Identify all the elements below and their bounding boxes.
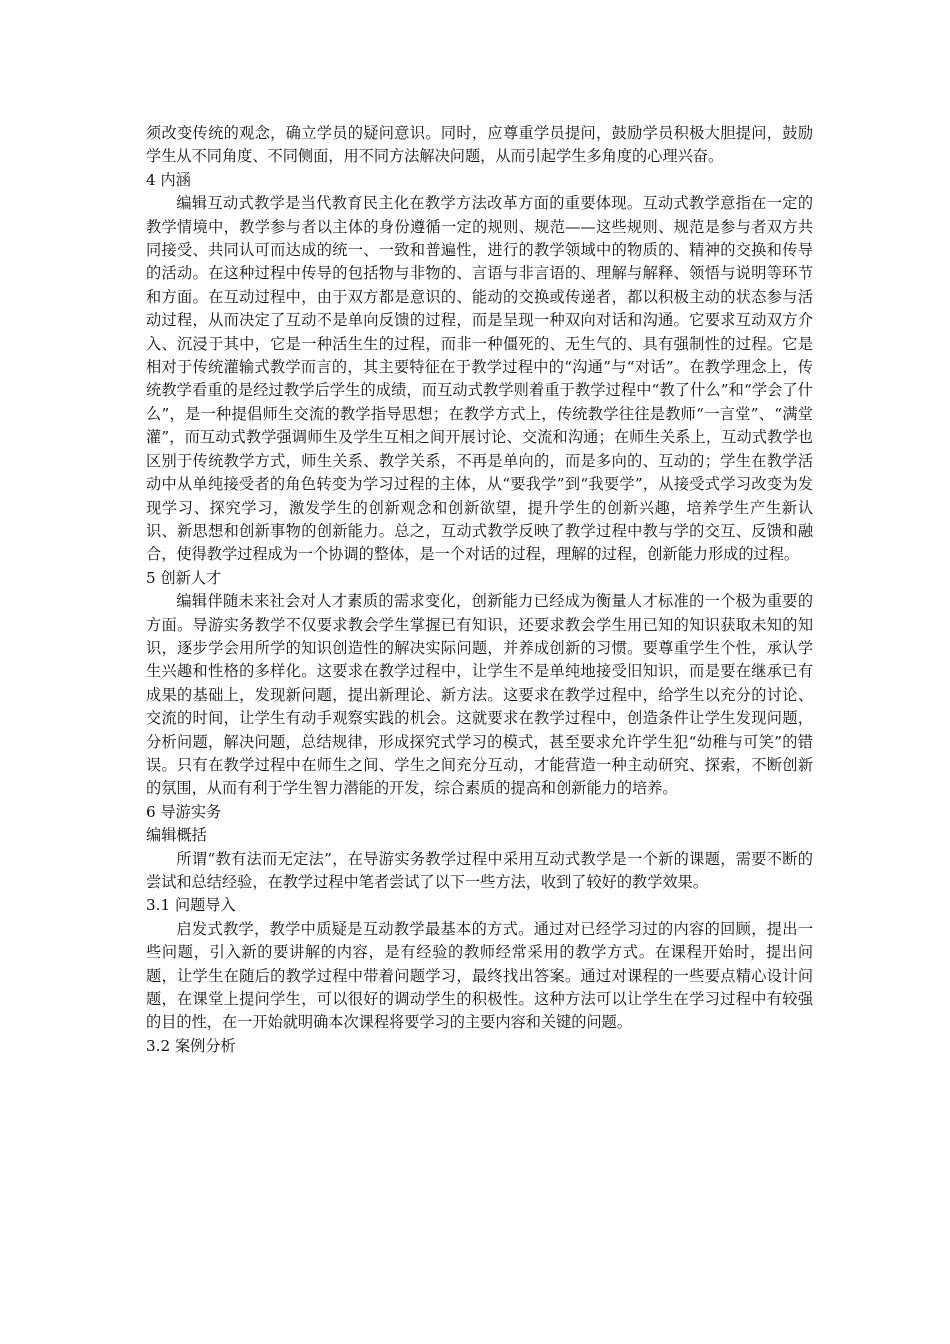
section-heading-4: 4 内涵 — [146, 170, 191, 189]
section-heading-3-2: 3.2 案例分析 — [146, 1036, 236, 1055]
subheading-overview: 编辑概括 — [146, 826, 207, 845]
paragraph-intro: 须改变传统的观念，确立学员的疑问意识。同时，应尊重学员提问，鼓励学员积极大胆提问，鼓励学生从不同角度、不同侧面，用不同方法解决问题，从而引起学生多角度的心理兴奋。 — [146, 124, 813, 166]
section-heading-6: 6 导游实务 — [146, 802, 222, 821]
document-body — [146, 122, 813, 1058]
paragraph-question-intro: 启发式教学，教学中质疑是互动教学最基本的方式。通过对已经学习过的内容的回顾，提出一些问题，引入新的要讲解的内容，是有经验的教师经常采用的教学方式。在课程开始时，提出问题，让学生在随后的教学过程中带着问题学习，最终找出答案。通过对课程的一些要点精心设计问题，在课堂上提问学生，可以很好的调动学生的积极性。这种方法可以让学生在学习过程中有较强的目的性，在一开始就明确本次课程将要学习的主要内容和关键的问题。 — [146, 919, 813, 1032]
section-heading-3-1: 3.1 问题导入 — [146, 896, 236, 915]
paragraph-connotation: 编辑互动式教学是当代教育民主化在教学方法改革方面的重要体现。互动式教学意指在一定的教学情境中，教学参与者以主体的身份遵循一定的规则、规范——这些规则、规范是参与者双方共同接受、共同认可而达成的统一、一致和普遍性，进行的教学领域中的物质的、精神的交换和传导的活动。在这种过程中传导的包括物与非物的、言语与非言语的、理解与解释、领悟与说明等环节和方面。在互动过程中，由于双方都是意识的、能动的交换或传递者，都以积极主动的状态参与活动过程，从而决定了互动不是单向反馈的过程，而是呈现一种双向对话和沟通。它要求互动双方介入、沉浸于其中，它是一种活生生的过程，而非一种僵死的、无生气的、具有强制性的过程。它是相对于传统灌输式教学而言的，其主要特征在于教学过程中的“沟通”与“对话”。在教学理念上，传统教学看重的是经过教学后学生的成绩，而互动式教学则着重于教学过程中“教了什么”和“学会了什么”，是一种提倡师生交流的教学指导思想；在教学方式上，传统教学往往是教师“一言堂”、“满堂灌”，而互动式教学强调师生及学生互相之间开展讨论、交流和沟通；在师生关系上，互动式教学也区别于传统教学方式，师生关系、教学关系，不再是单向的，而是多向的、互动的；学生在教学活动中从单纯接受者的角色转变为学习过程的主体，从“要我学”到“我要学”，从接受式学习改变为发现学习、探究学习，激发学生的创新观念和创新欲望，提升学生的创新兴趣，培养学生产生新认识、新思想和创新事物的创新能力。总之，互动式教学反映了教学过程中教与学的交互、反馈和融合，使得教学过程成为一个协调的整体，是一个对话的过程，理解的过程，创新能力形成的过程。 — [146, 194, 813, 564]
paragraph-innovation: 编辑伴随未来社会对人才素质的需求变化，创新能力已经成为衡量人才标准的一个极为重要的方面。导游实务教学不仅要求教会学生掌握已有知识，还要求教会学生用已知的知识获取未知的知识，逐步学会用所学的知识创造性的解决实际问题，并养成创新的习惯。要尊重学生个性，承认学生兴趣和性格的多样化。这要求在教学过程中，让学生不是单纯地接受旧知识，而是要在继承已有成果的基础上，发现新问题，提出新理论、新方法。这要求在教学过程中，给学生以充分的讨论、交流的时间，让学生有动手观察实践的机会。这就要求在教学过程中，创造条件让学生发现问题，分析问题，解决问题，总结规律，形成探究式学习的模式，甚至要求允许学生犯“幼稚与可笑”的错误。只有在教学过程中在师生之间、学生之间充分互动，才能营造一种主动研究、探索，不断创新的氛围，从而有利于学生智力潜能的开发，综合素质的提高和创新能力的培养。 — [146, 592, 813, 798]
section-heading-5: 5 创新人才 — [146, 568, 222, 587]
paragraph-overview: 所谓“教有法而无定法”，在导游实务教学过程中采用互动式教学是一个新的课题，需要不断的尝试和总结经验，在教学过程中笔者尝试了以下一些方法，收到了较好的教学效果。 — [146, 849, 813, 891]
